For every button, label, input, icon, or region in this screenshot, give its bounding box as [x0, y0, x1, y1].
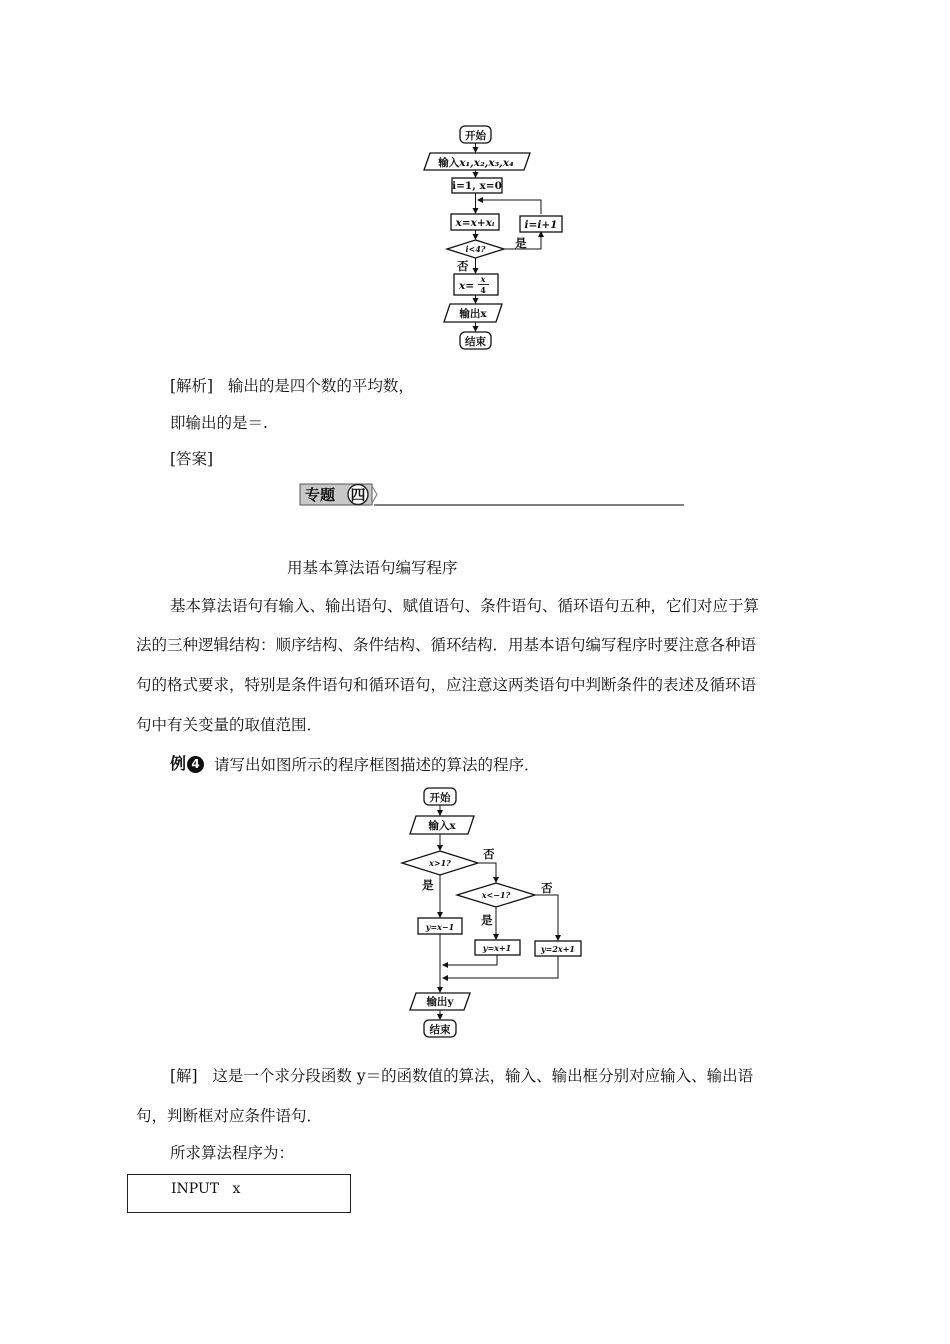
answer-tag: [答案]: [170, 450, 214, 468]
flowchart-average: [400, 120, 590, 355]
flow2-yes-1: 是: [422, 878, 434, 892]
example-4-label: [170, 751, 204, 773]
flow2-no-2: 否: [541, 881, 553, 895]
program-intro: 所求算法程序为：: [170, 1144, 295, 1162]
example-4-question: 请写出如图所示的程序框图描述的算法的程序．: [214, 756, 540, 774]
solution-line-2: 句，判断框对应条件语句．: [136, 1107, 323, 1125]
topic-paragraph-line-4: 句中有关变量的取值范围．: [136, 716, 323, 734]
flowchart-piecewise: [395, 783, 595, 1043]
solution-text-1: 这是一个求分段函数 y＝的函数值的算法，输入、输出框分别对应输入、输出语: [212, 1067, 754, 1085]
flow2-start: 开始: [429, 792, 451, 804]
flow2-end: 结束: [429, 1024, 451, 1036]
topic-paragraph-line-1: 基本算法语句有输入、输出语句、赋值语句、条件语句、循环语句五种，它们对应于算: [170, 597, 760, 615]
flow1-output: 输出x: [459, 308, 487, 320]
flow2-no-1: 否: [483, 847, 495, 861]
flow1-start: 开始: [465, 130, 486, 142]
analysis-text: 输出的是四个数的平均数，: [227, 377, 414, 395]
flow2-cond1: x>1?: [429, 858, 451, 868]
flow1-increment: i=i+1: [524, 219, 558, 231]
analysis-line2: 即输出的是＝.: [170, 414, 268, 432]
topic-title: 用基本算法语句编写程序: [287, 559, 458, 577]
example-number: 4: [187, 756, 204, 773]
flow2-branch1: y=x−1: [425, 922, 455, 932]
flow1-init: i=1, x=0: [452, 180, 502, 192]
flow2-yes-2: 是: [481, 913, 493, 927]
flow1-yes: 是: [515, 236, 527, 250]
program-code-box: [127, 1174, 351, 1213]
solution-tag: [解]: [170, 1067, 198, 1085]
flow1-no: 否: [457, 259, 469, 273]
flow1-assign-den: 4: [480, 285, 486, 295]
flow2-cond2: x<−1?: [481, 890, 511, 900]
code-line-1: INPUT x: [171, 1181, 241, 1197]
analysis-line: [170, 376, 414, 396]
flow2-output: 输出y: [426, 996, 454, 1008]
topic-paragraph-line-3: 句的格式要求，特别是条件语句和循环语句，应注意这两类语句中判断条件的表述及循环语: [136, 676, 757, 694]
solution-line-1: [170, 1066, 753, 1086]
flow1-accumulate: x=x+xᵢ: [455, 217, 495, 229]
flow1-assign-num: x: [480, 274, 486, 284]
topic-badge: [298, 480, 688, 510]
flow2-input: 输入x: [428, 820, 456, 832]
topic-badge-number: 四: [350, 486, 366, 504]
flow1-end: 结束: [465, 336, 486, 348]
topic-badge-label: 专题: [305, 486, 336, 504]
flow2-branch2: y=x+1: [482, 943, 512, 953]
analysis-tag: [解析]: [170, 377, 214, 395]
flow2-branch3: y=2x+1: [541, 944, 575, 954]
flow1-input: 输入x₁,x₂,x₃,x₄: [438, 157, 514, 169]
example-label: 例: [170, 754, 187, 773]
topic-paragraph-line-2: 法的三种逻辑结构：顺序结构、条件结构、循环结构．用基本语句编写程序时要注意各种语: [136, 636, 757, 654]
flow1-assign-lhs: x=: [459, 280, 475, 292]
flow1-condition: i<4?: [465, 244, 486, 254]
